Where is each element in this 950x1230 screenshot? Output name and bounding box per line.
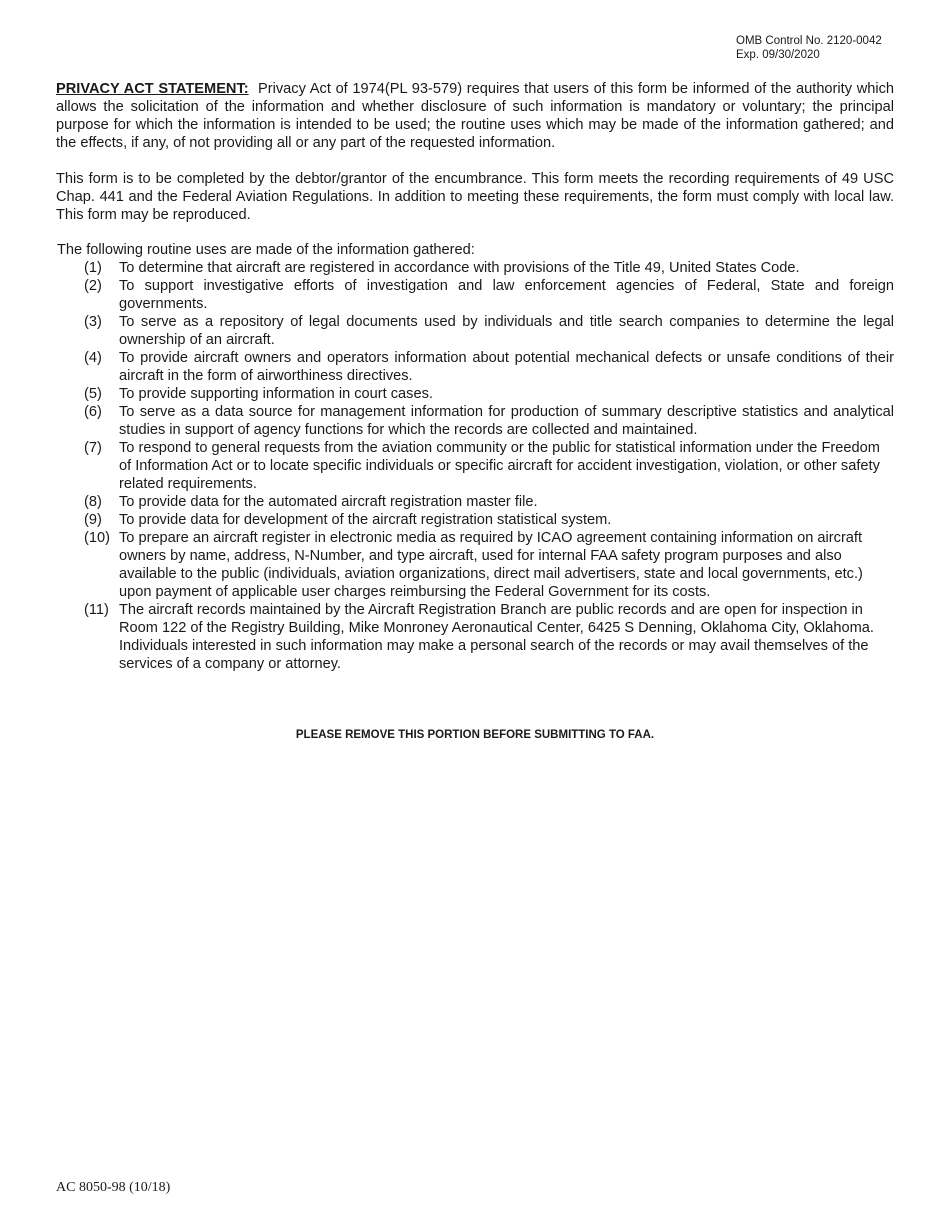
list-item <box>84 313 894 349</box>
list-item-number: (9) <box>84 512 102 528</box>
list-item-number: (4) <box>84 350 102 366</box>
remove-portion-notice: PLEASE REMOVE THIS PORTION BEFORE SUBMITTING TO FAA. <box>295 729 655 741</box>
list-item <box>84 385 894 403</box>
list-item-text: To respond to general requests from the aviation community or the public for statistical information under the Freedom of Information Act or to locate specific individuals or specific aircraft for accident investigation, violation, or other safety related requirements. <box>119 440 880 492</box>
list-item-text: To provide data for development of the aircraft registration statistical system. <box>119 512 612 528</box>
list-item <box>84 349 894 385</box>
omb-expiration-date: Exp. 09/30/2020 <box>736 49 820 61</box>
privacy-act-heading: PRIVACY ACT STATEMENT: <box>56 81 249 97</box>
list-item-number: (8) <box>84 494 102 510</box>
list-item <box>84 277 894 313</box>
privacy-act-body: Privacy Act of 1974(PL 93-579) requires that users of this form be informed of the authority which allows the solicitation of the information and whether disclosure of such information is mandatory or voluntary; the principal purpose for which the information is intended to be used; the routine uses which may be made of the information gathered; and the effects, if any, of not providing all or any part of the requested information. <box>56 81 895 151</box>
list-item-text: To prepare an aircraft register in electronic media as required by ICAO agreement containing information on aircraft owners by name, address, N-Number, and type aircraft, used for internal FAA safety program purposes and also available to the public (individuals, aviation organizations, direct mail advertisers, state and local governments, etc.) upon payment of applicable user charges reimbursing the Federal Government for its costs. <box>119 530 863 600</box>
list-item <box>84 403 894 439</box>
list-item <box>84 529 894 601</box>
privacy-act-statement <box>56 80 894 152</box>
routine-uses-list <box>84 259 894 673</box>
list-item-text: The aircraft records maintained by the Aircraft Registration Branch are public records and are open for inspection in Room 122 of the Registry Building, Mike Monroney Aeronautical Center, 6425 S Denning, Oklahoma City, Oklahoma. Individuals interested in such information may make a personal search of the records or may avail themselves of the services of a company or attorney. <box>119 602 874 672</box>
list-item-number: (10) <box>84 530 110 546</box>
list-item <box>84 439 894 493</box>
list-item-number: (7) <box>84 440 102 456</box>
list-item-text: To serve as a data source for management information for production of summary descriptive statistics and analytical studies in support of agency functions for which the records are collected and maintained. <box>119 404 894 438</box>
list-item-number: (6) <box>84 404 102 420</box>
list-item-text: To support investigative efforts of investigation and law enforcement agencies of Federal, State and foreign governments. <box>119 278 894 312</box>
list-item-text: To determine that aircraft are registered in accordance with provisions of the Title 49, United States Code. <box>119 260 800 276</box>
form-instructions: This form is to be completed by the debtor/grantor of the encumbrance. This form meets the recording requirements of 49 USC Chap. 441 and the Federal Aviation Regulations. In addition to meeting these requirements, the form must comply with local law. This form may be reproduced. <box>56 171 894 223</box>
list-item-number: (5) <box>84 386 102 402</box>
list-item-number: (2) <box>84 278 102 294</box>
list-item-text: To serve as a repository of legal documents used by individuals and title search companies to determine the legal ownership of an aircraft. <box>119 314 894 348</box>
list-item <box>84 493 894 511</box>
list-item <box>84 601 894 673</box>
list-item-number: (3) <box>84 314 102 330</box>
omb-control-number: OMB Control No. 2120-0042 <box>736 35 882 47</box>
omb-control-block <box>736 34 882 62</box>
list-item-number: (1) <box>84 260 102 276</box>
form-number: AC 8050-98 (10/18) <box>56 1180 171 1195</box>
routine-uses-intro: The following routine uses are made of the information gathered: <box>57 242 475 258</box>
list-item-text: To provide aircraft owners and operators information about potential mechanical defects or unsafe conditions of their aircraft in the form of airworthiness directives. <box>119 350 894 384</box>
list-item-text: To provide supporting information in court cases. <box>119 386 433 402</box>
list-item <box>84 259 894 277</box>
list-item-number: (11) <box>84 602 109 618</box>
list-item <box>84 511 894 529</box>
list-item-text: To provide data for the automated aircraft registration master file. <box>119 494 538 510</box>
